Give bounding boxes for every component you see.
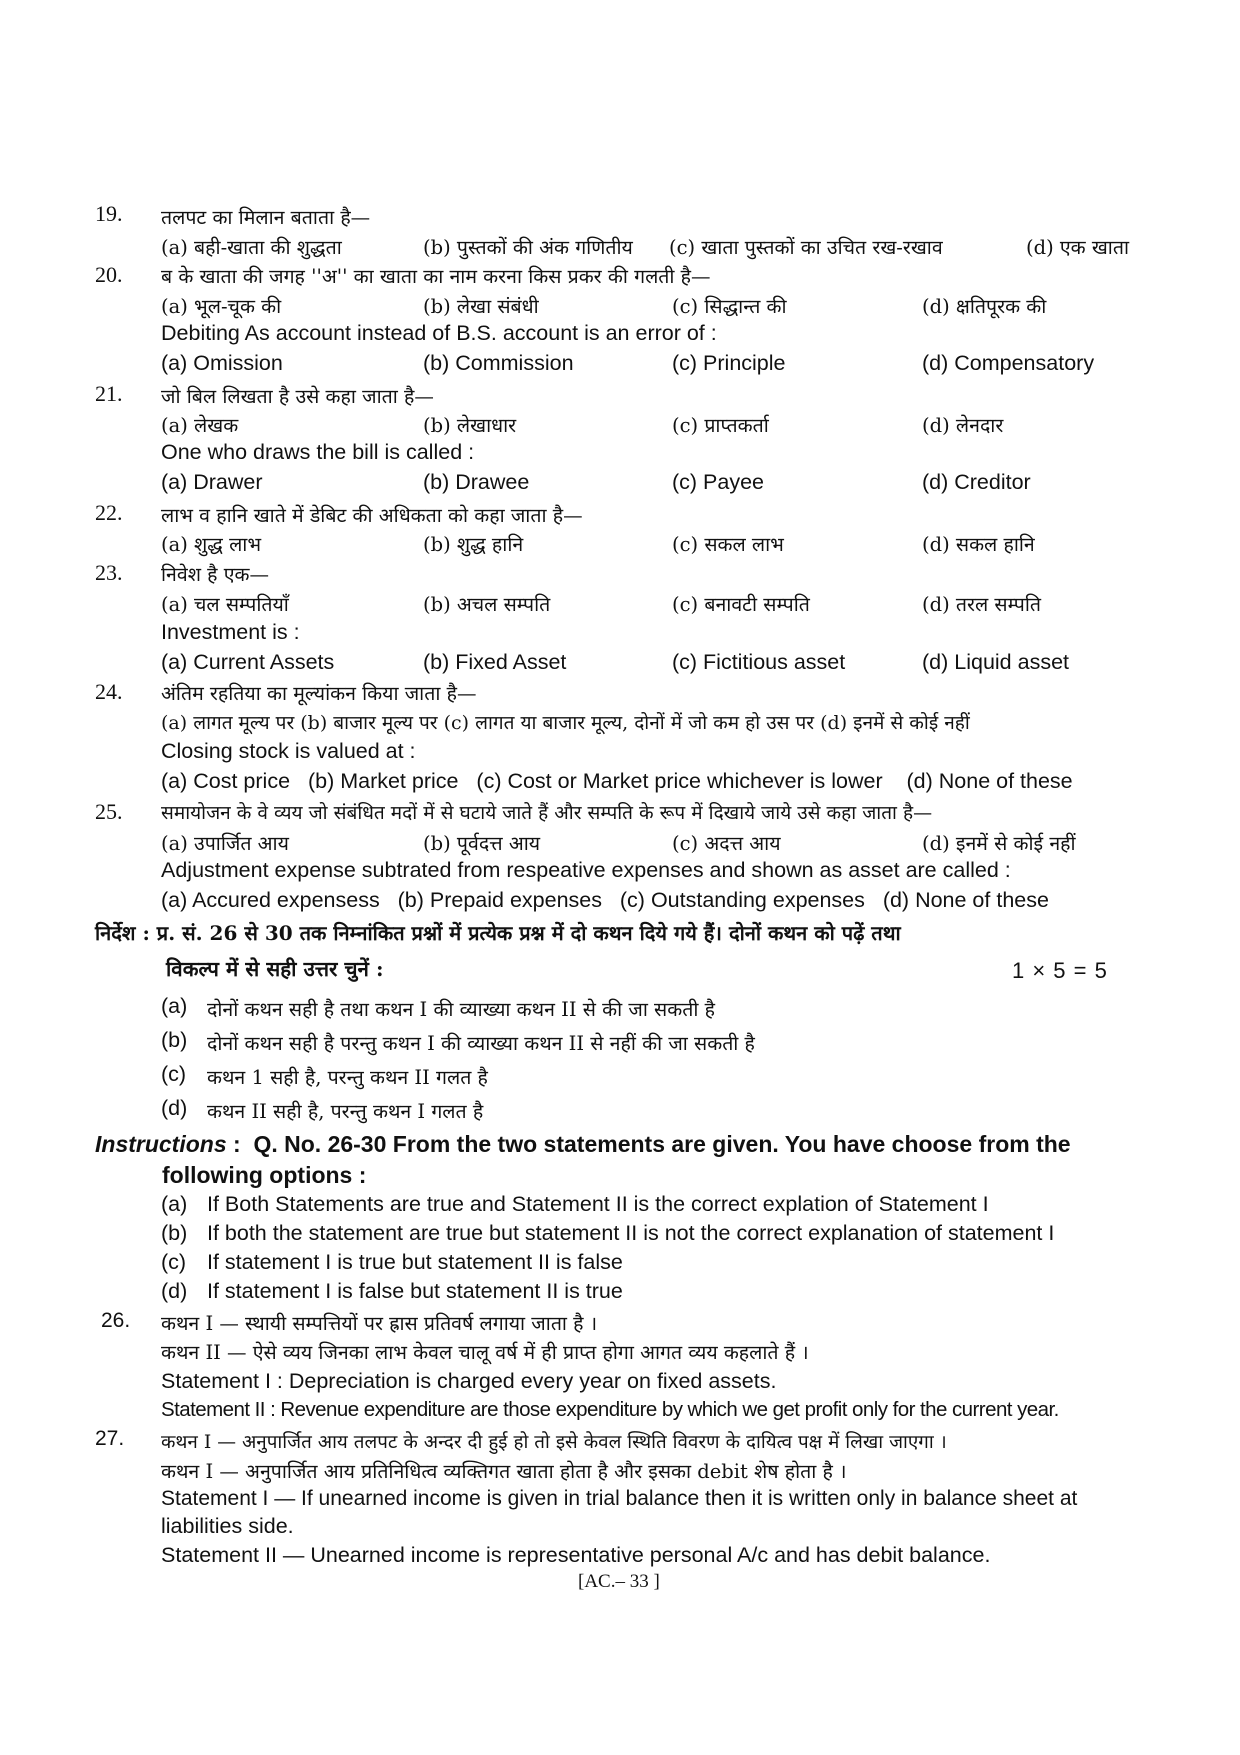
question-number: 21. [95,381,123,406]
statement-1-english-cont: liabilities side. [161,1514,294,1538]
question-text-hindi: समायोजन के वे व्यय जो संबंधित मदों में से घटाये जाते हैं और सम्पति के रूप में दिखाये जाये उसे कहा जाता है— [161,802,933,824]
option-label: (a) [161,994,188,1018]
option-c: (c) अदत्त आय [672,832,781,855]
statement-1-hindi: कथन I — अनुपार्जित आय तलपट के अन्दर दी हुई हो तो इसे केवल स्थिति विवरण के दायित्व पक्ष में लिखा जाएगा । [161,1432,947,1453]
page-footer: [AC.– 33 ] [578,1571,660,1592]
question-text-hindi: जो बिल लिखता है उसे कहा जाता है— [161,385,434,408]
options-line-english: (a) Cost price (b) Market price (c) Cost or Market price whichever is lower (d) None of these [161,769,1073,793]
option-d: (d) लेनदार [922,414,1004,437]
option-label: (d) [161,1096,188,1120]
option-d: (d) Creditor [922,470,1031,494]
instructions-text: : Q. No. 26-30 From the two statements are given. You have choose from the [226,1131,1071,1157]
option-a: (a) लेखक [161,414,239,437]
option-b: (b) लेखाधार [423,414,517,437]
option-b: (b) पूर्वदत्त आय [423,832,541,855]
options-line-english: (a) Accured expensess (b) Prepaid expenses (c) Outstanding expenses (d) None of these [161,888,1049,912]
option-b: (b) Drawee [423,470,530,494]
option-b: (b) शुद्ध हानि [423,533,524,556]
option-text: If both the statement are true but statement II is not the correct explanation of statement I [207,1221,1055,1245]
option-a: (a) चल सम्पतियाँ [161,593,289,616]
option-d: (d) क्षतिपूरक की [922,295,1047,318]
question-text-english: Debiting As account instead of B.S. account is an error of : [161,321,717,345]
option-d: (d) Liquid asset [922,650,1069,674]
statement-1-hindi: कथन I — स्थायी सम्पत्तियों पर ह्रास प्रतिवर्ष लगाया जाता है । [161,1312,598,1335]
option-c: (c) Fictitious asset [672,650,846,674]
option-c: (c) प्राप्तकर्ता [672,414,769,437]
option-a: (a) बही-खाता की शुद्धता [161,236,342,259]
option-label: (b) [161,1221,188,1245]
option-a: (a) उपार्जित आय [161,832,289,855]
question-text-english: Adjustment expense subtrated from respeative expenses and shown as asset are called : [161,858,1011,882]
question-number: 27. [95,1427,125,1450]
option-text: दोनों कथन सही है परन्तु कथन I की व्याख्या कथन II से नहीं की जा सकती है [207,1032,755,1055]
option-c: (c) सिद्धान्त की [672,295,787,318]
options-line-hindi: (a) लागत मूल्य पर (b) बाजार मूल्य पर (c) लागत या बाजार मूल्य, दोनों में जो कम हो उस पर (d) इनमें से कोई नहीं [161,712,970,734]
option-text: दोनों कथन सही है तथा कथन I की व्याख्या कथन II से की जा सकती है [207,998,715,1021]
question-text-hindi: ब के खाता की जगह ''अ'' का खाता का नाम करना किस प्रकर की गलती है— [161,265,711,288]
question-text-hindi: अंतिम रहतिया का मूल्यांकन किया जाता है— [161,682,477,705]
option-a: (a) Current Assets [161,650,335,674]
option-c: (c) सकल लाभ [672,533,784,556]
option-text: If statement I is true but statement II is false [207,1250,623,1274]
option-text: कथन II सही है, परन्तु कथन I गलत है [207,1100,484,1123]
option-a: (a) Drawer [161,470,263,494]
option-d: (d) सकल हानि [922,533,1035,556]
statement-2-hindi: कथन II — ऐसे व्यय जिनका लाभ केवल चालू वर्ष में ही प्राप्त होगा आगत व्यय कहलाते हैं । [161,1341,809,1364]
option-a: (a) Omission [161,351,283,375]
question-text-hindi: निवेश है एक— [161,563,269,586]
instructions-heading [95,1131,1071,1158]
directions-hindi-line1: निर्देश : प्र. सं. 26 से 30 तक निम्नांकित प्रश्नों में प्रत्येक प्रश्न में दो कथन दिये गये हैं। दोनों कथन को पढ़ें तथा [95,921,901,945]
question-text-english: Closing stock is valued at : [161,739,416,763]
option-text: कथन 1 सही है, परन्तु कथन II गलत है [207,1066,488,1089]
option-label: (c) [161,1250,187,1274]
option-d: (d) एक खाता [1026,236,1130,259]
marks-label: 1 × 5 = 5 [1012,958,1108,983]
option-c: (c) Payee [672,470,765,494]
option-b: (b) अचल सम्पति [423,593,551,616]
statement-2-english: Statement II — Unearned income is representative personal A/c and has debit balance. [161,1543,991,1567]
option-b: (b) पुस्तकों की अंक गणितीय [423,236,633,259]
option-c: (c) बनावटी सम्पति [672,593,810,616]
option-c: (c) Principle [672,351,786,375]
option-d: (d) Compensatory [922,351,1095,375]
option-text: If statement I is false but statement II is true [207,1279,623,1303]
question-text-english: Investment is : [161,620,300,644]
option-c: (c) खाता पुस्तकों का उचित रख-रखाव [669,236,943,259]
option-label: (c) [161,1062,187,1086]
option-b: (b) Commission [423,351,574,375]
directions-hindi-line2: विकल्प में से सही उत्तर चुनें : [166,957,384,981]
question-number: 25. [95,799,123,824]
instructions-label: Instructions [95,1131,227,1157]
option-a: (a) भूल-चूक की [161,295,282,318]
question-text-english: One who draws the bill is called : [161,440,475,464]
option-label: (b) [161,1028,188,1052]
statement-2-hindi: कथन I — अनुपार्जित आय प्रतिनिधित्व व्यक्तिगत खाता होता है और इसका debit शेष होता है । [161,1460,847,1483]
statement-2-english: Statement II : Revenue expenditure are those expenditure by which we get profit only for the current year. [161,1398,1059,1421]
option-text: If Both Statements are true and Statement II is the correct explation of Statement I [207,1192,989,1216]
question-number: 19. [95,201,123,226]
option-label: (a) [161,1192,188,1216]
option-d: (d) इनमें से कोई नहीं [922,832,1076,855]
question-number: 23. [95,560,123,585]
question-number: 26. [101,1309,131,1332]
statement-1-english: Statement I — If unearned income is given in trial balance then it is written only in balance sheet at [161,1487,1078,1510]
option-b: (b) लेखा संबंधी [423,295,539,318]
option-d: (d) तरल सम्पति [922,593,1042,616]
question-text-hindi: तलपट का मिलान बताता है— [161,206,371,229]
instructions-line2: following options : [162,1162,367,1188]
question-number: 24. [95,679,123,704]
question-number: 20. [95,262,123,287]
option-b: (b) Fixed Asset [423,650,567,674]
option-label: (d) [161,1279,188,1303]
statement-1-english: Statement I : Depreciation is charged every year on fixed assets. [161,1369,777,1393]
question-number: 22. [95,500,123,525]
option-a: (a) शुद्ध लाभ [161,533,262,556]
question-text-hindi: लाभ व हानि खाते में डेबिट की अधिकता को कहा जाता है— [161,504,583,527]
